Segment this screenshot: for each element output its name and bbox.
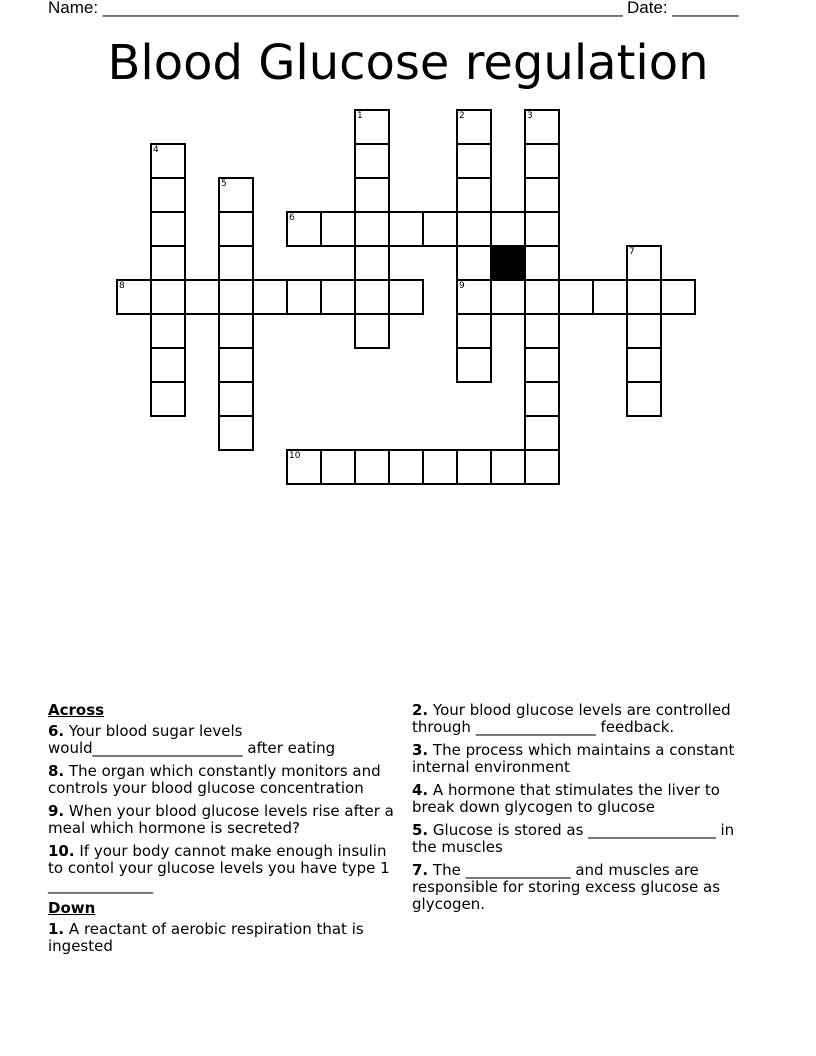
grid-cell[interactable] [457, 110, 491, 144]
grid-cell[interactable] [627, 280, 661, 314]
clue-number: 1 [357, 111, 363, 121]
clue-number: 4 [153, 145, 159, 155]
grid-cell[interactable] [355, 110, 389, 144]
grid-cell[interactable] [355, 178, 389, 212]
grid-cell[interactable] [287, 212, 321, 246]
grid-cell[interactable] [117, 280, 151, 314]
grid-cell[interactable] [457, 144, 491, 178]
grid-cell[interactable] [151, 314, 185, 348]
grid-cell[interactable] [525, 110, 559, 144]
grid-cell[interactable] [151, 212, 185, 246]
grid-cell[interactable] [355, 314, 389, 348]
name-label: Name: _______________________________________________________ [48, 0, 623, 17]
grid-cell[interactable] [525, 212, 559, 246]
grid-cell[interactable] [219, 212, 253, 246]
grid-cell[interactable] [457, 178, 491, 212]
grid-cell[interactable] [457, 348, 491, 382]
grid-cell[interactable] [151, 178, 185, 212]
grid-cell[interactable] [525, 178, 559, 212]
grid-cell[interactable] [389, 212, 423, 246]
grid-cell[interactable] [423, 450, 457, 484]
grid-cell[interactable] [627, 314, 661, 348]
grid-cell[interactable] [219, 416, 253, 450]
clue-across-8: 8. The organ which constantly monitors and controls your blood glucose concentration [48, 762, 381, 797]
grid-cell[interactable] [593, 280, 627, 314]
clue-across-9: 9. When your blood glucose levels rise after a meal which hormone is secreted? [48, 802, 394, 837]
grid-cell[interactable] [389, 450, 423, 484]
clue-across-10: 10. If your body cannot make enough insulin to contol your glucose levels you have type 1 ______________ [48, 842, 390, 894]
grid-cell[interactable] [219, 314, 253, 348]
grid-cell[interactable] [151, 382, 185, 416]
grid-cell[interactable] [287, 450, 321, 484]
grid-cell[interactable] [525, 450, 559, 484]
clue-number: 10 [289, 451, 301, 461]
clue-down-3: 3. The process which maintains a constant internal environment [412, 741, 735, 776]
grid-cell[interactable] [457, 450, 491, 484]
grid-cell[interactable] [661, 280, 695, 314]
clues-right-column [412, 702, 752, 919]
grid-cell[interactable] [185, 280, 219, 314]
grid-cell[interactable] [559, 280, 593, 314]
grid-cell[interactable] [389, 280, 423, 314]
grid-cell[interactable] [525, 246, 559, 280]
grid-cell[interactable] [423, 212, 457, 246]
clues-left-column [48, 702, 398, 961]
clue-down-2: 2. Your blood glucose levels are controlled through ________________ feedback. [412, 701, 731, 736]
grid-cell[interactable] [525, 416, 559, 450]
black-cell [491, 246, 525, 280]
clue-down-1: 1. A reactant of aerobic respiration that is ingested [48, 920, 364, 955]
grid-cell[interactable] [491, 450, 525, 484]
grid-cell[interactable] [287, 280, 321, 314]
grid-cell[interactable] [151, 280, 185, 314]
clue-across-6: 6. Your blood sugar levels would____________________ after eating [48, 722, 336, 757]
grid-cell[interactable] [151, 144, 185, 178]
grid-cell[interactable] [457, 280, 491, 314]
clue-number: 3 [527, 111, 533, 121]
clue-number: 2 [459, 111, 465, 121]
grid-cell[interactable] [627, 246, 661, 280]
grid-cell[interactable] [355, 212, 389, 246]
grid-cell[interactable] [219, 246, 253, 280]
grid-cell[interactable] [525, 348, 559, 382]
grid-cell[interactable] [151, 246, 185, 280]
grid-cell[interactable] [321, 280, 355, 314]
grid-cell[interactable] [219, 382, 253, 416]
grid-cell[interactable] [219, 348, 253, 382]
clue-number: 8 [119, 281, 125, 291]
grid-cell[interactable] [219, 178, 253, 212]
clue-number: 9 [459, 281, 465, 291]
grid-cell[interactable] [491, 280, 525, 314]
clue-down-4: 4. A hormone that stimulates the liver to break down glycogen to glucose [412, 781, 720, 816]
grid-cell[interactable] [491, 212, 525, 246]
puzzle-title: Blood Glucose regulation [107, 35, 709, 91]
clue-down-5: 5. Glucose is stored as _________________ in the muscles [412, 821, 735, 856]
clue-down-7: 7. The ______________ and muscles are responsible for storing excess glucose as glycogen. [412, 861, 721, 913]
down-heading: Down [48, 899, 96, 917]
grid-cell[interactable] [627, 348, 661, 382]
grid-cell[interactable] [627, 382, 661, 416]
grid-cell[interactable] [355, 246, 389, 280]
grid-cell[interactable] [253, 280, 287, 314]
grid-cell[interactable] [525, 382, 559, 416]
grid-cell[interactable] [355, 144, 389, 178]
grid-cell[interactable] [525, 314, 559, 348]
grid-cell[interactable] [457, 314, 491, 348]
grid-cell[interactable] [457, 246, 491, 280]
grid-cell[interactable] [321, 212, 355, 246]
across-heading: Across [48, 701, 105, 719]
grid-cell[interactable] [457, 212, 491, 246]
grid-cell[interactable] [219, 280, 253, 314]
date-label: Date: _______ [627, 0, 739, 17]
grid-cell[interactable] [321, 450, 355, 484]
clue-number: 5 [221, 179, 227, 189]
crossword-grid [0, 0, 816, 500]
grid-cell[interactable] [525, 280, 559, 314]
clue-number: 7 [629, 247, 635, 257]
grid-cell[interactable] [355, 450, 389, 484]
clue-number: 6 [289, 213, 295, 223]
grid-cell[interactable] [151, 348, 185, 382]
grid-cell[interactable] [525, 144, 559, 178]
grid-cell[interactable] [355, 280, 389, 314]
